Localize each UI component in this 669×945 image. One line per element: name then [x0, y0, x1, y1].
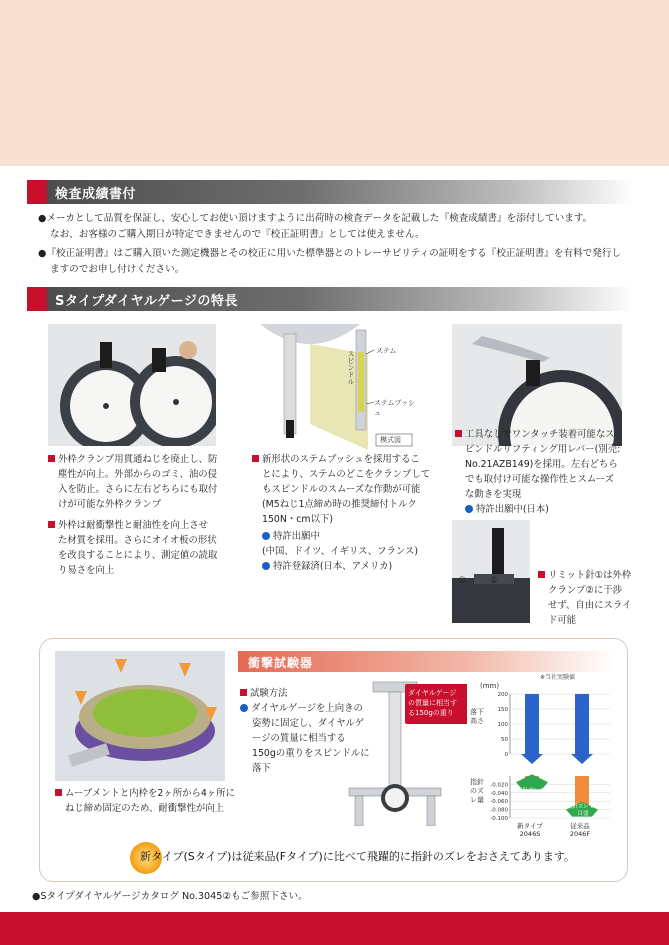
section-marker: [27, 287, 47, 311]
section-title: 検査成績書付: [55, 187, 137, 202]
shock-chart: [470, 672, 620, 840]
text-line: 試験方法: [250, 688, 288, 699]
bar2-burst: 指針ズレ 8.0目盛: [566, 804, 600, 817]
label-stem-bush: ステムブッシュ: [374, 399, 416, 417]
feature-lever-text: [455, 427, 625, 517]
text-line: る150gの重り: [408, 709, 454, 717]
chart-ylabel-top: 落下高さ: [470, 708, 484, 725]
chart-arrow: [521, 754, 543, 764]
chart-tick-label: -0.060: [490, 799, 508, 806]
chart-tick-label: -0.100: [490, 816, 508, 822]
bar2-label: 従来品 2046F: [569, 822, 591, 838]
chart-tick-label: -0.080: [490, 807, 508, 814]
text-line: 150N・cm以下): [262, 514, 333, 525]
section-title: Sタイプダイヤルゲージの特長: [55, 294, 238, 309]
section-header-features: [27, 287, 635, 311]
blue-dot-icon: [240, 704, 248, 712]
chart-bar-height: [525, 694, 539, 754]
marker-1: ①: [458, 576, 467, 586]
text-line: 落下: [252, 763, 271, 774]
bar1-label: 新タイプ 2046S: [517, 822, 543, 838]
text-line: り易さを向上: [58, 565, 115, 576]
text-line: 特許出願中: [273, 531, 320, 542]
photo-stem-bush: [250, 324, 420, 450]
text-line: ●メーカとして品質を保証し、安心してお使い頂けますように出荷時の検査データを記載した『検査成績書』を添付しています。: [38, 213, 593, 224]
text-line: 外枠クランプ用貫通ねじを廃止し、防: [58, 454, 218, 465]
text-line: (中国、ドイツ、イギリス、フランス): [262, 546, 419, 557]
section-header-inspection: [27, 180, 635, 204]
feature-clamp-text: [48, 452, 223, 578]
text-line: ダイヤルゲージを上向きの: [251, 703, 363, 714]
text-line: 特許登録済(日本、アメリカ): [273, 561, 393, 572]
label-stem: ステム: [376, 347, 397, 355]
weight-callout: [405, 684, 467, 724]
section-marker: [27, 180, 47, 204]
photo-movement: [55, 651, 225, 781]
chart-tick-label: 150: [497, 707, 508, 713]
text-line: 工具なしでワンタッチ装着可能なス: [465, 429, 615, 440]
highlight-banner: 新タイプ(Sタイプ)は従来品(Fタイプ)に比べて飛躍的に指針のズレをおさえてあります。: [140, 850, 575, 863]
text-line: リミット針①は外枠: [548, 570, 632, 581]
text-line: な動きを実現: [465, 489, 522, 500]
text-line: No.21AZB149)を採用。左右どちら: [465, 459, 618, 470]
feature-limit-text: [538, 568, 633, 628]
photo-outer-clamp: [48, 324, 216, 446]
text-line: せず、自由にスライ: [548, 600, 632, 611]
chart-tick-label: 0: [504, 752, 508, 758]
chart-tick-label: 200: [497, 692, 508, 698]
red-square-icon: [240, 689, 247, 696]
label-spindle: スピンドル: [347, 350, 355, 385]
red-square-icon: [252, 455, 259, 462]
text-line: けが可能な外枠クランプ: [58, 499, 162, 510]
text-line: ージの質量に相当する: [252, 733, 346, 744]
red-square-icon: [455, 430, 462, 437]
text-line: ダイヤルゲージ: [408, 689, 457, 697]
text-line: もスピンドルのスムーズな作動が可能: [262, 484, 421, 495]
text-line: の質量に相当す: [408, 699, 457, 707]
text-line: ●『校正証明書』はご購入頂いた測定機器とその校正に用いた標準器とのトレーサビリティの証明をする『校正証明書』を有料で発行し: [38, 248, 622, 259]
red-square-icon: [48, 455, 55, 462]
text-line: ピンドルリフティング用レバー(別売:: [465, 444, 621, 455]
chart-tick-label: 100: [497, 722, 508, 728]
chart-tick-label: -0.020: [490, 782, 508, 789]
red-square-icon: [55, 789, 62, 796]
chart-note: ※当社実験値: [540, 674, 576, 681]
chart-tick-label: -0.040: [490, 790, 508, 797]
movement-caption: [55, 786, 235, 816]
text-line: を改良することにより、測定値の読取: [58, 550, 218, 561]
bottom-red-band: [0, 912, 669, 945]
red-square-icon: [538, 571, 545, 578]
text-line: 姿勢に固定し、ダイヤルゲ: [252, 718, 365, 729]
bar1-burst: 指針ズレ 1.5目盛: [516, 788, 550, 801]
text-line: ますのでお申し付けください。: [50, 264, 185, 275]
chart-tick-label: 50: [501, 737, 508, 743]
text-line: (M5ねじ1点締め時の推奨締付トルク: [262, 499, 417, 510]
feature-stem-text: [252, 452, 432, 574]
shock-tester-drawing: [345, 676, 467, 826]
red-square-icon: [48, 521, 55, 528]
text-line: なお、お客様のご購入期日が特定できませんので『校正証明書』としては使えません。: [50, 229, 425, 240]
text-line: た材質を採用。さらにオイオ板の形状: [58, 535, 217, 546]
text-line: 塵性が向上。外部からのゴミ、油の侵: [58, 469, 218, 480]
text-line: 新形状のステムブッシュを採用するこ: [262, 454, 420, 465]
chart-unit: (mm): [480, 682, 500, 690]
inspection-text: [38, 211, 658, 278]
chart-bar-height: [575, 694, 589, 754]
blue-dot-icon: [262, 562, 270, 570]
text-line: 入を防止。さらに左右どちらにも取付: [58, 484, 218, 495]
text-line: ねじ締め固定のため、耐衝撃性が向上: [65, 803, 225, 814]
blue-dot-icon: [465, 505, 473, 513]
text-line: ド可能: [548, 615, 577, 626]
text-line: 外枠は耐衝撃性と耐油性を向上させ: [58, 520, 209, 531]
text-line: 150gの重りをスピンドルに: [252, 748, 370, 759]
label-schematic: 模式図: [380, 436, 401, 444]
photo-limit-needle: [452, 520, 530, 623]
top-peach-band: [0, 0, 669, 166]
catalog-footnote: ●Sタイプダイヤルゲージカタログ No.3045②もご参照下さい。: [32, 891, 308, 902]
text-line: ムーブメントと内枠を2ヶ所から4ヶ所に: [65, 788, 235, 799]
chart-arrow: [571, 754, 593, 764]
text-line: でも取付け可能な操作性とスムーズ: [465, 474, 615, 485]
text-line: クランプ②に干渉: [548, 585, 623, 596]
chart-ylabel-bottom: 指針のズレ量: [470, 778, 484, 804]
shock-test-header: [238, 651, 614, 672]
text-line: 特許出願中(日本): [476, 504, 549, 515]
marker-2: ②: [490, 576, 499, 586]
blue-dot-icon: [262, 532, 270, 540]
shock-test-title: 衝撃試験器: [248, 656, 314, 670]
text-line: とにより、ステムのどこをクランプして: [262, 469, 431, 480]
